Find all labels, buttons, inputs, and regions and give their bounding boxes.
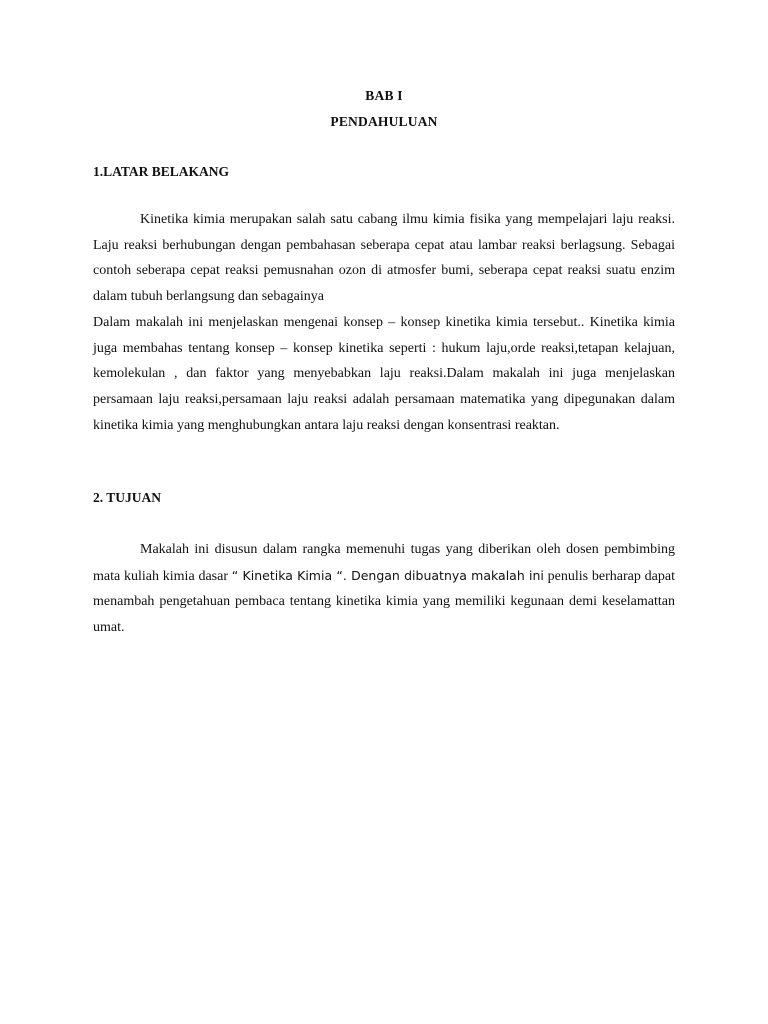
chapter-number: BAB I xyxy=(365,88,403,103)
chapter-title: PENDAHULUAN xyxy=(330,114,438,129)
paragraph-latar-belakang-2: Dalam makalah ini menjelaskan mengenai konsep – konsep kinetika kimia tersebut.. Kinetika kimia juga membahas tentang konsep – konsep kinetika seperti : hukum laju,orde reaksi,tetapan kelajuan, kemolekulan , dan faktor yang menyebabkan laju reaksi.Dalam makalah ini juga menjelaskan persamaan laju reaksi,persamaan laju reaksi adalah persamaan matematika yang dipegunakan dalam kinetika kimia yang menghubungkan antara laju reaksi dengan konsentrasi reaktan. xyxy=(93,315,675,433)
paragraph-tujuan-start: Makalah ini disusun dalam rangka memenuhi tugas yang diberikan oleh dosen pembimbing mata kuliah kimia dasar xyxy=(93,542,675,584)
paragraph-tujuan-end: penulis berharap dapat menambah pengetahuan pembaca tentang kinetika kimia yang memiliki kegunaan demi keselamattan umat. xyxy=(93,568,675,636)
paragraph-tujuan-quote: “ Kinetika Kimia “. Dengan dibuatnya makalah ini xyxy=(231,567,544,583)
paragraph-tujuan xyxy=(93,537,675,641)
section-heading-latar-belakang: 1.LATAR BELAKANG xyxy=(93,164,230,179)
section-heading-tujuan: 2. TUJUAN xyxy=(93,490,162,505)
paragraph-latar-belakang-1: Kinetika kimia merupakan salah satu cabang ilmu kimia fisika yang mempelajari laju reaksi. Laju reaksi berhubungan dengan pembahasan seberapa cepat atau lambar reaksi berlagsung. Sebagai contoh seberapa cepat reaksi pemusnahan ozon di atmosfer bumi, seberapa cepat reaksi suatu enzim dalam tubuh berlangsung dan sebagainya xyxy=(93,212,675,305)
